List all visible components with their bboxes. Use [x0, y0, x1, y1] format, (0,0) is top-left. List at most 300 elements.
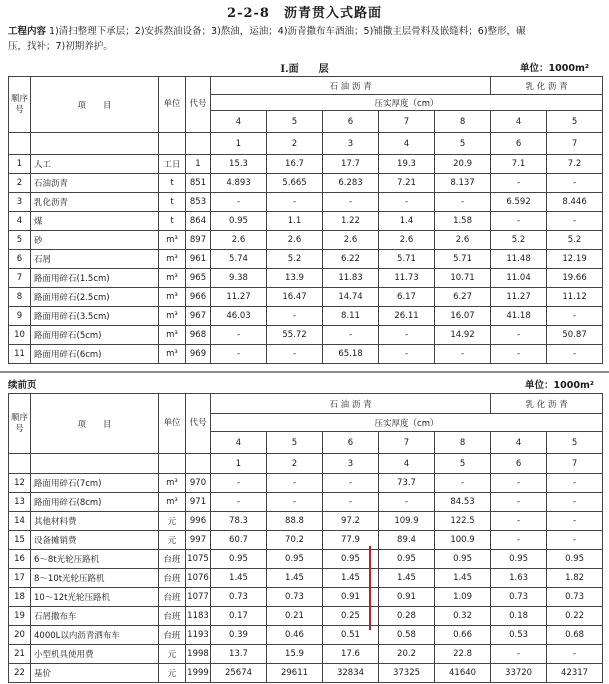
value-cell: - — [435, 474, 491, 493]
value-cell: 14.92 — [435, 326, 491, 345]
item-name-cell: 路面用碎石(2.5cm) — [31, 288, 159, 307]
code-cell: 1998 — [186, 645, 211, 664]
work-content-line2: 压，找补；7)初期养护。 — [8, 41, 113, 52]
seq-cell: 18 — [9, 588, 31, 607]
table-row — [9, 550, 603, 569]
value-cell: - — [267, 193, 323, 212]
header-petroleum: 石 油 沥 青 — [211, 394, 491, 414]
table-row — [9, 345, 603, 364]
value-cell: 1.45 — [379, 569, 435, 588]
value-cell: 109.9 — [379, 512, 435, 531]
code-cell: 851 — [186, 174, 211, 193]
code-cell: 997 — [186, 531, 211, 550]
header-item: 项 目 — [31, 394, 159, 454]
value-cell: - — [211, 345, 267, 364]
unit-cell: 工日 — [159, 155, 186, 174]
work-content-label: 工程内容 — [8, 26, 47, 37]
value-cell: 0.95 — [323, 550, 379, 569]
norm-table-1 — [8, 76, 603, 364]
thickness-cell: 4 — [491, 432, 547, 454]
value-cell: 2.6 — [323, 231, 379, 250]
unit-cell: 台班 — [159, 588, 186, 607]
code-cell: 897 — [186, 231, 211, 250]
item-name-cell: 设备摊销费 — [31, 531, 159, 550]
value-cell: 0.17 — [211, 607, 267, 626]
item-name-cell: 基价 — [31, 664, 159, 683]
header-seq: 顺序号 — [9, 394, 31, 454]
value-cell: 8.446 — [547, 193, 603, 212]
header-emulsified: 乳 化 沥 青 — [491, 77, 603, 95]
value-cell: 5.2 — [267, 250, 323, 269]
value-cell: - — [435, 345, 491, 364]
unit-label-top: 单位：1000m² — [520, 63, 590, 74]
value-cell: - — [547, 307, 603, 326]
value-cell: - — [267, 493, 323, 512]
value-cell: 0.95 — [491, 550, 547, 569]
header-code: 代号 — [186, 77, 211, 133]
value-cell: - — [211, 474, 267, 493]
unit-cell: m³ — [159, 269, 186, 288]
value-cell: 8.11 — [323, 307, 379, 326]
code-cell: 1077 — [186, 588, 211, 607]
thickness-cell: 4 — [491, 111, 547, 133]
section-title: I.面 层 — [280, 64, 329, 75]
thickness-cell: 6 — [323, 111, 379, 133]
value-cell: - — [323, 493, 379, 512]
value-cell: - — [547, 345, 603, 364]
value-cell: 0.58 — [379, 626, 435, 645]
item-name-cell: 石屑撒布车 — [31, 607, 159, 626]
value-cell: 1.1 — [267, 212, 323, 231]
value-cell: 2.6 — [379, 231, 435, 250]
unit-cell: 元 — [159, 531, 186, 550]
value-cell: 15.3 — [211, 155, 267, 174]
seq-cell: 4 — [9, 212, 31, 231]
value-cell: 32834 — [323, 664, 379, 683]
column-number: 1 — [211, 454, 267, 474]
code-cell: 968 — [186, 326, 211, 345]
code-cell: 996 — [186, 512, 211, 531]
item-name-cell: 其他材料费 — [31, 512, 159, 531]
item-name-cell: 4000L以内沥青洒布车 — [31, 626, 159, 645]
value-cell: 0.25 — [323, 607, 379, 626]
value-cell: 14.74 — [323, 288, 379, 307]
value-cell: 11.04 — [491, 269, 547, 288]
item-name-cell: 路面用碎石(7cm) — [31, 474, 159, 493]
unit-cell: t — [159, 193, 186, 212]
page-title: 2-2-8 沥青贯入式路面 — [227, 6, 382, 21]
item-name-cell: 路面用碎石(3.5cm) — [31, 307, 159, 326]
value-cell: 89.4 — [379, 531, 435, 550]
value-cell: 13.7 — [211, 645, 267, 664]
value-cell: 73.7 — [379, 474, 435, 493]
value-cell: 65.18 — [323, 345, 379, 364]
value-cell: 6.22 — [323, 250, 379, 269]
column-number: 7 — [547, 454, 603, 474]
code-cell: 1999 — [186, 664, 211, 683]
value-cell: 77.9 — [323, 531, 379, 550]
unit-cell: m³ — [159, 307, 186, 326]
table-row — [9, 307, 603, 326]
value-cell: 17.6 — [323, 645, 379, 664]
value-cell: 1.4 — [379, 212, 435, 231]
value-cell: - — [211, 326, 267, 345]
seq-cell: 17 — [9, 569, 31, 588]
value-cell: 9.38 — [211, 269, 267, 288]
value-cell: 0.21 — [267, 607, 323, 626]
value-cell: 13.9 — [267, 269, 323, 288]
column-number: 5 — [435, 133, 491, 155]
unit-cell: t — [159, 174, 186, 193]
item-name-cell: 路面用碎石(8cm) — [31, 493, 159, 512]
seq-cell: 15 — [9, 531, 31, 550]
value-cell: 42317 — [547, 664, 603, 683]
item-name-cell: 路面用碎石(1.5cm) — [31, 269, 159, 288]
value-cell: 5.71 — [435, 250, 491, 269]
unit-cell: 台班 — [159, 626, 186, 645]
value-cell: 5.71 — [379, 250, 435, 269]
thickness-cell: 7 — [379, 432, 435, 454]
value-cell: 0.91 — [379, 588, 435, 607]
work-content-line1: 1)清扫整理下承层；2)安拆熬油设备；3)熬油，运油；4)沥青撒布车酒油；5)铺撒主层骨料及嵌缝料；6)整形，碾 — [49, 26, 526, 37]
seq-cell: 21 — [9, 645, 31, 664]
value-cell: - — [547, 531, 603, 550]
code-cell: 965 — [186, 269, 211, 288]
column-number-row — [9, 454, 603, 474]
value-cell: 6.283 — [323, 174, 379, 193]
item-name-cell: 10～12t光轮压路机 — [31, 588, 159, 607]
value-cell: 5.2 — [547, 231, 603, 250]
column-number: 3 — [323, 454, 379, 474]
value-cell: - — [323, 474, 379, 493]
value-cell: 0.18 — [491, 607, 547, 626]
value-cell: 11.48 — [491, 250, 547, 269]
code-cell: 864 — [186, 212, 211, 231]
header-unit: 单位 — [159, 77, 186, 133]
value-cell: 19.66 — [547, 269, 603, 288]
code-cell: 1 — [186, 155, 211, 174]
value-cell: - — [379, 193, 435, 212]
header-thickness: 压实厚度（cm） — [211, 414, 603, 432]
thickness-cell: 8 — [435, 432, 491, 454]
value-cell: - — [379, 345, 435, 364]
value-cell: 20.9 — [435, 155, 491, 174]
unit-cell: 元 — [159, 512, 186, 531]
value-cell: 25674 — [211, 664, 267, 683]
table-row — [9, 155, 603, 174]
seq-cell: 20 — [9, 626, 31, 645]
table-row — [9, 288, 603, 307]
value-cell: - — [547, 645, 603, 664]
value-cell: - — [491, 174, 547, 193]
value-cell: 0.73 — [491, 588, 547, 607]
value-cell: 0.95 — [211, 550, 267, 569]
unit-cell: 元 — [159, 645, 186, 664]
code-cell: 853 — [186, 193, 211, 212]
item-name-cell: 人工 — [31, 155, 159, 174]
table-row — [9, 231, 603, 250]
code-cell: 969 — [186, 345, 211, 364]
value-cell: - — [435, 193, 491, 212]
unit-cell: 元 — [159, 664, 186, 683]
seq-cell: 11 — [9, 345, 31, 364]
header-seq: 顺序号 — [9, 77, 31, 133]
value-cell: 7.1 — [491, 155, 547, 174]
value-cell: 0.22 — [547, 607, 603, 626]
table-row — [9, 174, 603, 193]
seq-cell: 10 — [9, 326, 31, 345]
item-name-cell: 8～10t光轮压路机 — [31, 569, 159, 588]
value-cell: 16.7 — [267, 155, 323, 174]
thickness-cell: 4 — [211, 432, 267, 454]
item-name-cell: 石油沥青 — [31, 174, 159, 193]
thickness-cell: 4 — [211, 111, 267, 133]
value-cell: 1.45 — [267, 569, 323, 588]
value-cell: 26.11 — [379, 307, 435, 326]
unit-cell: m³ — [159, 250, 186, 269]
value-cell: 0.73 — [547, 588, 603, 607]
value-cell: 0.51 — [323, 626, 379, 645]
code-cell: 971 — [186, 493, 211, 512]
seq-cell: 9 — [9, 307, 31, 326]
value-cell: 1.63 — [491, 569, 547, 588]
value-cell: 70.2 — [267, 531, 323, 550]
column-number: 5 — [435, 454, 491, 474]
value-cell: 11.12 — [547, 288, 603, 307]
table-row — [9, 664, 603, 683]
value-cell: 0.32 — [435, 607, 491, 626]
value-cell: 46.03 — [211, 307, 267, 326]
value-cell: 6.17 — [379, 288, 435, 307]
value-cell: - — [323, 193, 379, 212]
thickness-cell: 6 — [323, 432, 379, 454]
value-cell: 2.6 — [267, 231, 323, 250]
value-cell: 0.46 — [267, 626, 323, 645]
value-cell: 1.22 — [323, 212, 379, 231]
value-cell: 33720 — [491, 664, 547, 683]
header-item: 项 目 — [31, 77, 159, 133]
unit-cell: t — [159, 212, 186, 231]
value-cell: 41640 — [435, 664, 491, 683]
value-cell: 16.47 — [267, 288, 323, 307]
value-cell: 1.45 — [435, 569, 491, 588]
item-name-cell: 煤 — [31, 212, 159, 231]
page-divider — [0, 371, 609, 373]
code-cell: 1183 — [186, 607, 211, 626]
value-cell: 6.592 — [491, 193, 547, 212]
value-cell: 2.6 — [435, 231, 491, 250]
table-row — [9, 626, 603, 645]
unit-label-bottom: 单位：1000m² — [525, 380, 595, 391]
value-cell: - — [547, 212, 603, 231]
item-name-cell: 小型机具使用费 — [31, 645, 159, 664]
value-cell: 1.45 — [211, 569, 267, 588]
unit-cell: m³ — [159, 493, 186, 512]
value-cell: 1.09 — [435, 588, 491, 607]
header-unit: 单位 — [159, 394, 186, 454]
item-name-cell: 路面用碎石(5cm) — [31, 326, 159, 345]
value-cell: - — [491, 474, 547, 493]
header-thickness: 压实厚度（cm） — [211, 95, 603, 111]
unit-cell: m³ — [159, 474, 186, 493]
seq-cell: 22 — [9, 664, 31, 683]
value-cell: 0.73 — [211, 588, 267, 607]
value-cell: 6.27 — [435, 288, 491, 307]
table-row — [9, 250, 603, 269]
value-cell: 19.3 — [379, 155, 435, 174]
thickness-cell: 5 — [267, 432, 323, 454]
value-cell: 0.28 — [379, 607, 435, 626]
value-cell: 2.6 — [211, 231, 267, 250]
value-cell: 10.71 — [435, 269, 491, 288]
value-cell: 84.53 — [435, 493, 491, 512]
seq-cell: 2 — [9, 174, 31, 193]
table-row — [9, 645, 603, 664]
value-cell: - — [267, 307, 323, 326]
column-number: 4 — [379, 133, 435, 155]
value-cell: 22.8 — [435, 645, 491, 664]
value-cell: 1.45 — [323, 569, 379, 588]
value-cell: - — [491, 531, 547, 550]
value-cell: 0.91 — [323, 588, 379, 607]
value-cell: 0.39 — [211, 626, 267, 645]
unit-cell: m³ — [159, 345, 186, 364]
value-cell: - — [491, 512, 547, 531]
seq-cell: 19 — [9, 607, 31, 626]
table-row — [9, 493, 603, 512]
value-cell: 0.66 — [435, 626, 491, 645]
seq-cell: 1 — [9, 155, 31, 174]
seq-cell: 5 — [9, 231, 31, 250]
value-cell: - — [491, 212, 547, 231]
value-cell: - — [491, 493, 547, 512]
table-row — [9, 193, 603, 212]
table-row — [9, 212, 603, 231]
header-code: 代号 — [186, 394, 211, 454]
column-number: 7 — [547, 133, 603, 155]
value-cell: 16.07 — [435, 307, 491, 326]
value-cell: - — [491, 345, 547, 364]
column-number: 6 — [491, 454, 547, 474]
code-cell: 961 — [186, 250, 211, 269]
code-cell: 1193 — [186, 626, 211, 645]
value-cell: 0.68 — [547, 626, 603, 645]
table-row — [9, 588, 603, 607]
code-cell: 967 — [186, 307, 211, 326]
thickness-cell: 5 — [267, 111, 323, 133]
value-cell: 5.74 — [211, 250, 267, 269]
value-cell: 78.3 — [211, 512, 267, 531]
seq-cell: 12 — [9, 474, 31, 493]
value-cell: - — [211, 493, 267, 512]
column-number: 4 — [379, 454, 435, 474]
table-row — [9, 607, 603, 626]
value-cell: 97.2 — [323, 512, 379, 531]
value-cell: - — [267, 474, 323, 493]
continued-label: 续前页 — [8, 380, 37, 391]
value-cell: 7.21 — [379, 174, 435, 193]
seq-cell: 8 — [9, 288, 31, 307]
value-cell: 88.8 — [267, 512, 323, 531]
value-cell: 0.53 — [491, 626, 547, 645]
column-number-row — [9, 133, 603, 155]
table-row — [9, 269, 603, 288]
value-cell: 5.665 — [267, 174, 323, 193]
value-cell: 100.9 — [435, 531, 491, 550]
value-cell: 4.893 — [211, 174, 267, 193]
value-cell: 11.83 — [323, 269, 379, 288]
seq-cell: 13 — [9, 493, 31, 512]
item-name-cell: 6～8t光轮压路机 — [31, 550, 159, 569]
norm-table-2 — [8, 393, 603, 683]
unit-cell: 台班 — [159, 550, 186, 569]
value-cell: 15.9 — [267, 645, 323, 664]
unit-cell: 台班 — [159, 607, 186, 626]
value-cell: - — [267, 345, 323, 364]
code-cell: 1075 — [186, 550, 211, 569]
value-cell: 0.95 — [267, 550, 323, 569]
value-cell: - — [491, 645, 547, 664]
unit-cell: m³ — [159, 231, 186, 250]
red-annotation-line — [369, 546, 371, 630]
value-cell: 50.87 — [547, 326, 603, 345]
value-cell: - — [547, 493, 603, 512]
value-cell: 8.137 — [435, 174, 491, 193]
value-cell: 0.95 — [435, 550, 491, 569]
header-petroleum: 石 油 沥 青 — [211, 77, 491, 95]
value-cell: 20.2 — [379, 645, 435, 664]
value-cell: 0.95 — [547, 550, 603, 569]
value-cell: 0.73 — [267, 588, 323, 607]
code-cell: 1076 — [186, 569, 211, 588]
thickness-cell: 7 — [379, 111, 435, 133]
unit-cell: m³ — [159, 326, 186, 345]
column-number: 6 — [491, 133, 547, 155]
value-cell: 11.27 — [491, 288, 547, 307]
seq-cell: 14 — [9, 512, 31, 531]
table-row — [9, 512, 603, 531]
work-content — [8, 24, 604, 54]
value-cell: 60.7 — [211, 531, 267, 550]
table-row — [9, 326, 603, 345]
value-cell: 1.82 — [547, 569, 603, 588]
seq-cell: 3 — [9, 193, 31, 212]
item-name-cell: 砂 — [31, 231, 159, 250]
value-cell: - — [547, 512, 603, 531]
item-name-cell: 路面用碎石(6cm) — [31, 345, 159, 364]
seq-cell: 6 — [9, 250, 31, 269]
value-cell: 1.58 — [435, 212, 491, 231]
value-cell: - — [379, 326, 435, 345]
item-name-cell: 石屑 — [31, 250, 159, 269]
value-cell: 12.19 — [547, 250, 603, 269]
value-cell: - — [211, 193, 267, 212]
header-emulsified: 乳 化 沥 青 — [491, 394, 603, 414]
column-number: 2 — [267, 133, 323, 155]
value-cell: 11.27 — [211, 288, 267, 307]
value-cell: 122.5 — [435, 512, 491, 531]
value-cell: 29611 — [267, 664, 323, 683]
value-cell: 5.2 — [491, 231, 547, 250]
thickness-cell: 8 — [435, 111, 491, 133]
table-row — [9, 474, 603, 493]
item-name-cell: 乳化沥青 — [31, 193, 159, 212]
value-cell: - — [379, 493, 435, 512]
seq-cell: 7 — [9, 269, 31, 288]
value-cell: - — [491, 326, 547, 345]
column-number: 1 — [211, 133, 267, 155]
value-cell: - — [547, 174, 603, 193]
